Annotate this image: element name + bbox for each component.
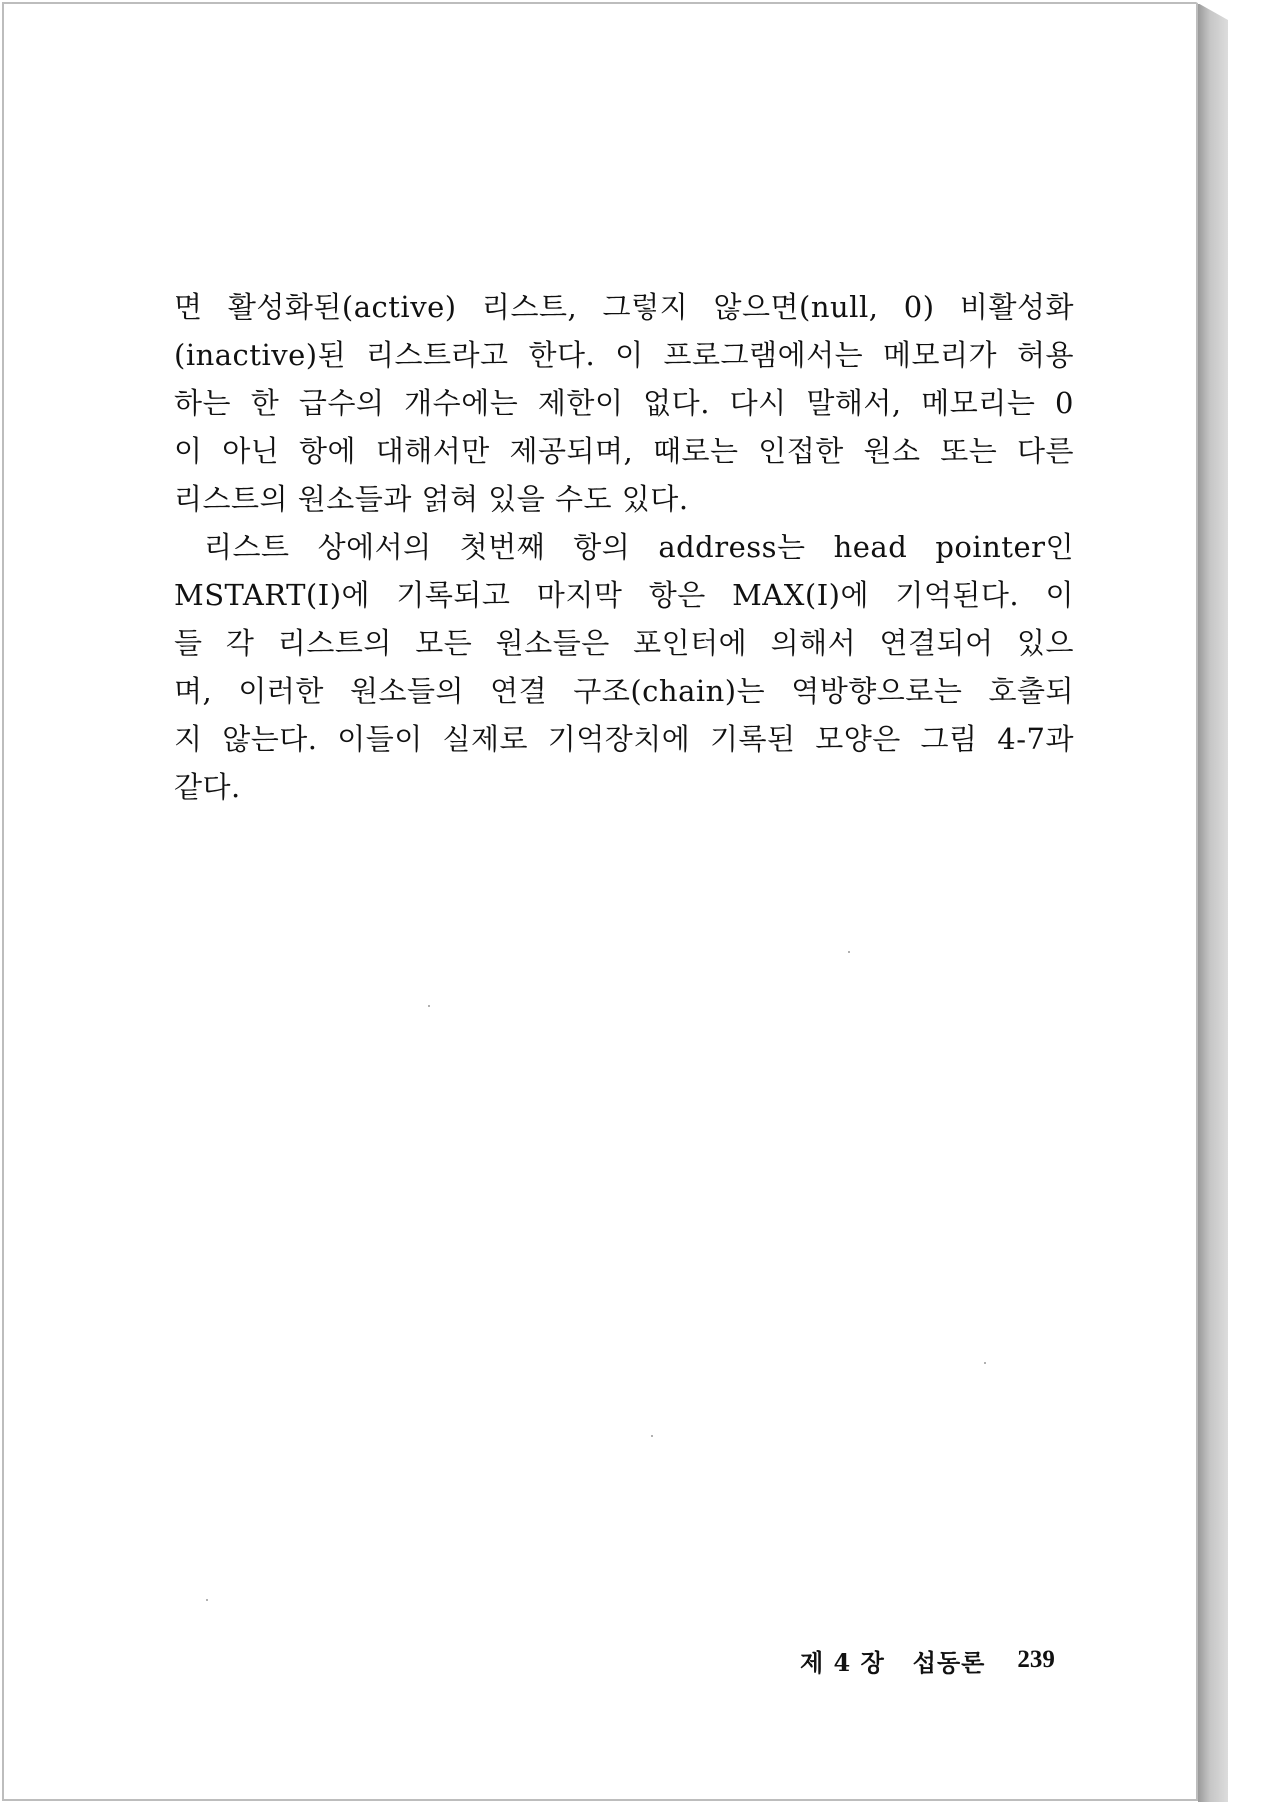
scan-speck xyxy=(651,1435,653,1437)
scan-speck xyxy=(428,1005,430,1007)
text-line: (inactive)된 리스트라고 한다. 이 프로그램에서는 메모리가 허용 xyxy=(174,338,1074,372)
text-line: 리스트의 원소들과 얽혀 있을 수도 있다. xyxy=(174,482,689,516)
text-line: 며, 이러한 원소들의 연결 구조(chain)는 역방향으로는 호출되 xyxy=(174,674,1074,708)
scan-speck xyxy=(206,1599,208,1601)
body-text xyxy=(174,283,1074,811)
scan-speck xyxy=(984,1362,986,1364)
text-line: 지 않는다. 이들이 실제로 기억장치에 기록된 모양은 그림 4-7과 xyxy=(174,722,1074,756)
text-line: 리스트 상에서의 첫번째 항의 address는 head pointer인 xyxy=(204,530,1074,564)
page-number: 239 xyxy=(1017,1646,1055,1673)
text-line: 면 활성화된(active) 리스트, 그렇지 않으면(null, 0) 비활성화 xyxy=(174,290,1074,324)
running-footer xyxy=(800,1642,1062,1678)
book-page xyxy=(2,2,1198,1801)
chapter-label: 제 4 장 xyxy=(800,1647,885,1677)
scan-speck xyxy=(848,951,850,953)
text-line: 들 각 리스트의 모든 원소들은 포인터에 의해서 연결되어 있으 xyxy=(174,626,1074,660)
paragraph-1 xyxy=(174,283,1074,523)
paragraph-2 xyxy=(174,523,1074,811)
page-edge-shadow xyxy=(1198,4,1228,1802)
section-title: 섭동론 xyxy=(912,1647,986,1677)
text-line: MSTART(I)에 기록되고 마지막 항은 MAX(I)에 기억된다. 이 xyxy=(174,578,1074,612)
text-line: 하는 한 급수의 개수에는 제한이 없다. 다시 말해서, 메모리는 0 xyxy=(174,386,1074,420)
page-corner xyxy=(1196,2,1228,20)
text-line: 같다. xyxy=(174,770,241,804)
text-line: 이 아닌 항에 대해서만 제공되며, 때로는 인접한 원소 또는 다른 xyxy=(174,434,1074,468)
